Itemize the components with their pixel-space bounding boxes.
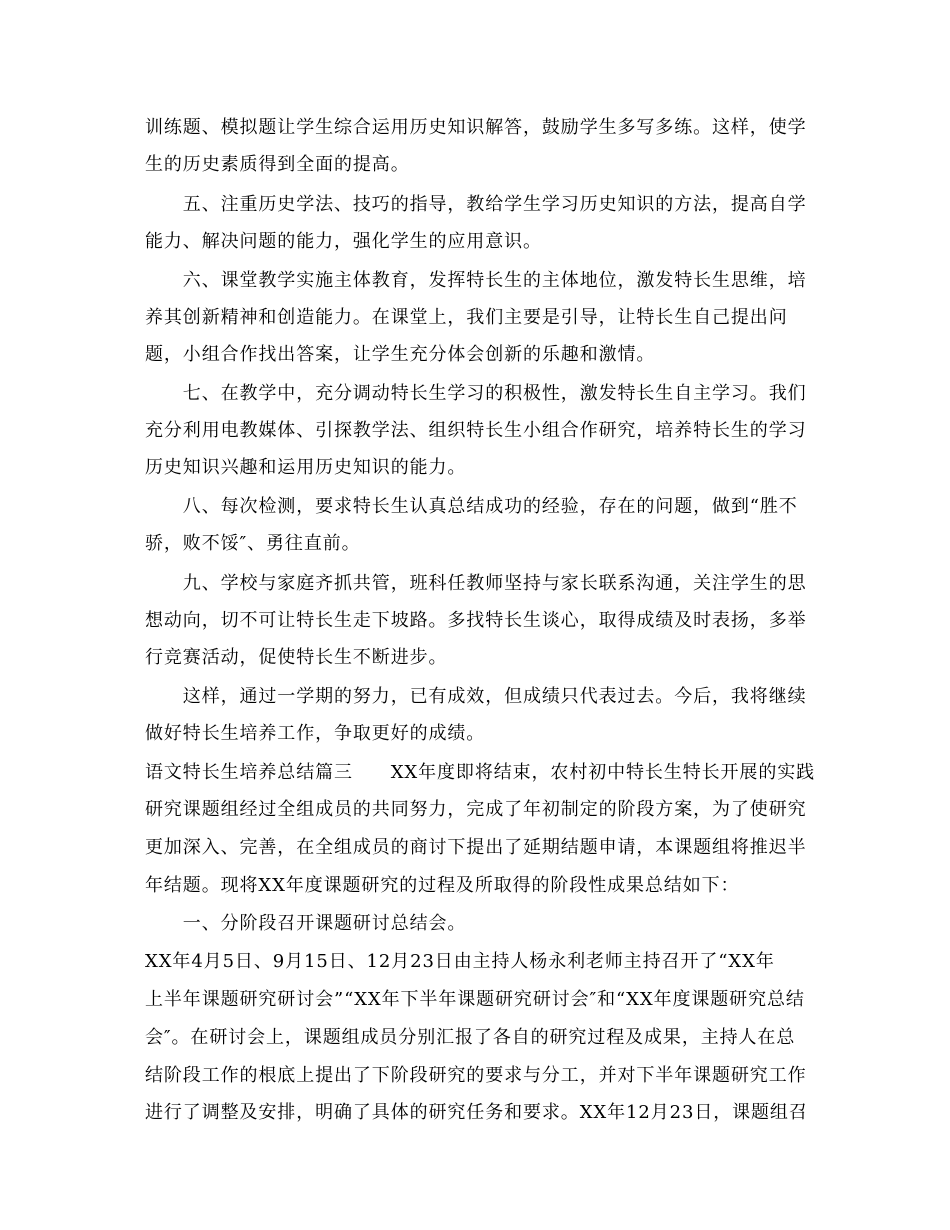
text-line: XX年4月5日、9月15日、12月23日由主持人杨永利老师主持召开了“XX年 (145, 951, 775, 972)
text-line: 生的历史素质得到全面的提高。 (145, 154, 410, 175)
text-line: 五、注重历史学法、技巧的指导，教给学生学习历史知识的方法，提高自学 (145, 194, 807, 215)
text-line: 会″。在研讨会上，课题组成员分别汇报了各自的研究过程及成果，主持人在总 (145, 1027, 796, 1048)
text-line: 结阶段工作的根底上提出了下阶段研究的要求与分工，并对下半年课题研究工作 (145, 1065, 807, 1086)
text-line: 训练题、模拟题让学生综合运用历史知识解答，鼓励学生多写多练。这样，使学 (145, 117, 807, 138)
text-line: 骄，败不馁″、勇往直前。 (145, 533, 361, 554)
text-line: 养其创新精神和创造能力。在课堂上，我们主要是引导，让特长生自己提出问 (145, 307, 788, 328)
text-line: 一、分阶段召开课题研讨总结会。 (145, 913, 467, 934)
text-line: 七、在教学中，充分调动特长生学习的积极性，激发特长生自主学习。我们 (145, 383, 807, 404)
text-line: 行竞赛活动，促使特长生不断进步。 (145, 647, 448, 668)
text-line: 上半年课题研究研讨会”“XX年下半年课题研究研讨会″和“XX年度课题研究总结 (145, 989, 805, 1010)
text-line: 更加深入、完善，在全组成员的商讨下提出了延期结题申请，本课题组将推迟半 (145, 837, 807, 858)
text-line: 做好特长生培养工作，争取更好的成绩。 (145, 723, 486, 744)
text-line: 研究课题组经过全组成员的共同努力，完成了年初制定的阶段方案，为了使研究 (145, 799, 807, 820)
text-line: 八、每次检测，要求特长生认真总结成功的经验，存在的问题，做到“胜不 (145, 496, 798, 517)
text-line: 语文特长生培养总结篇三 XX年度即将结束，农村初中特长生特长开展的实践 (145, 762, 816, 783)
text-line: 九、学校与家庭齐抓共管，班科任教师坚持与家长联系沟通，关注学生的思 (145, 573, 807, 594)
text-line: 进行了调整及安排，明确了具体的研究任务和要求。XX年12月23日，课题组召 (145, 1102, 808, 1123)
text-line: 年结题。现将XX年度课题研究的过程及所取得的阶段性成果总结如下： (145, 875, 740, 896)
text-line: 能力、解决问题的能力，强化学生的应用意识。 (145, 231, 542, 252)
text-line: 历史知识兴趣和运用历史知识的能力。 (145, 457, 467, 478)
text-line: 这样，通过一学期的努力，已有成效，但成绩只代表过去。今后，我将继续 (145, 686, 807, 707)
text-line: 充分利用电教媒体、引探教学法、组织特长生小组合作研究，培养特长生的学习 (145, 420, 807, 441)
text-line: 六、课堂教学实施主体教育，发挥特长生的主体地位，激发特长生思维，培 (145, 270, 807, 291)
text-line: 题，小组合作找出答案，让学生充分体会创新的乐趣和激情。 (145, 344, 656, 365)
text-line: 想动向，切不可让特长生走下坡路。多找特长生谈心，取得成绩及时表扬，多举 (145, 610, 807, 631)
